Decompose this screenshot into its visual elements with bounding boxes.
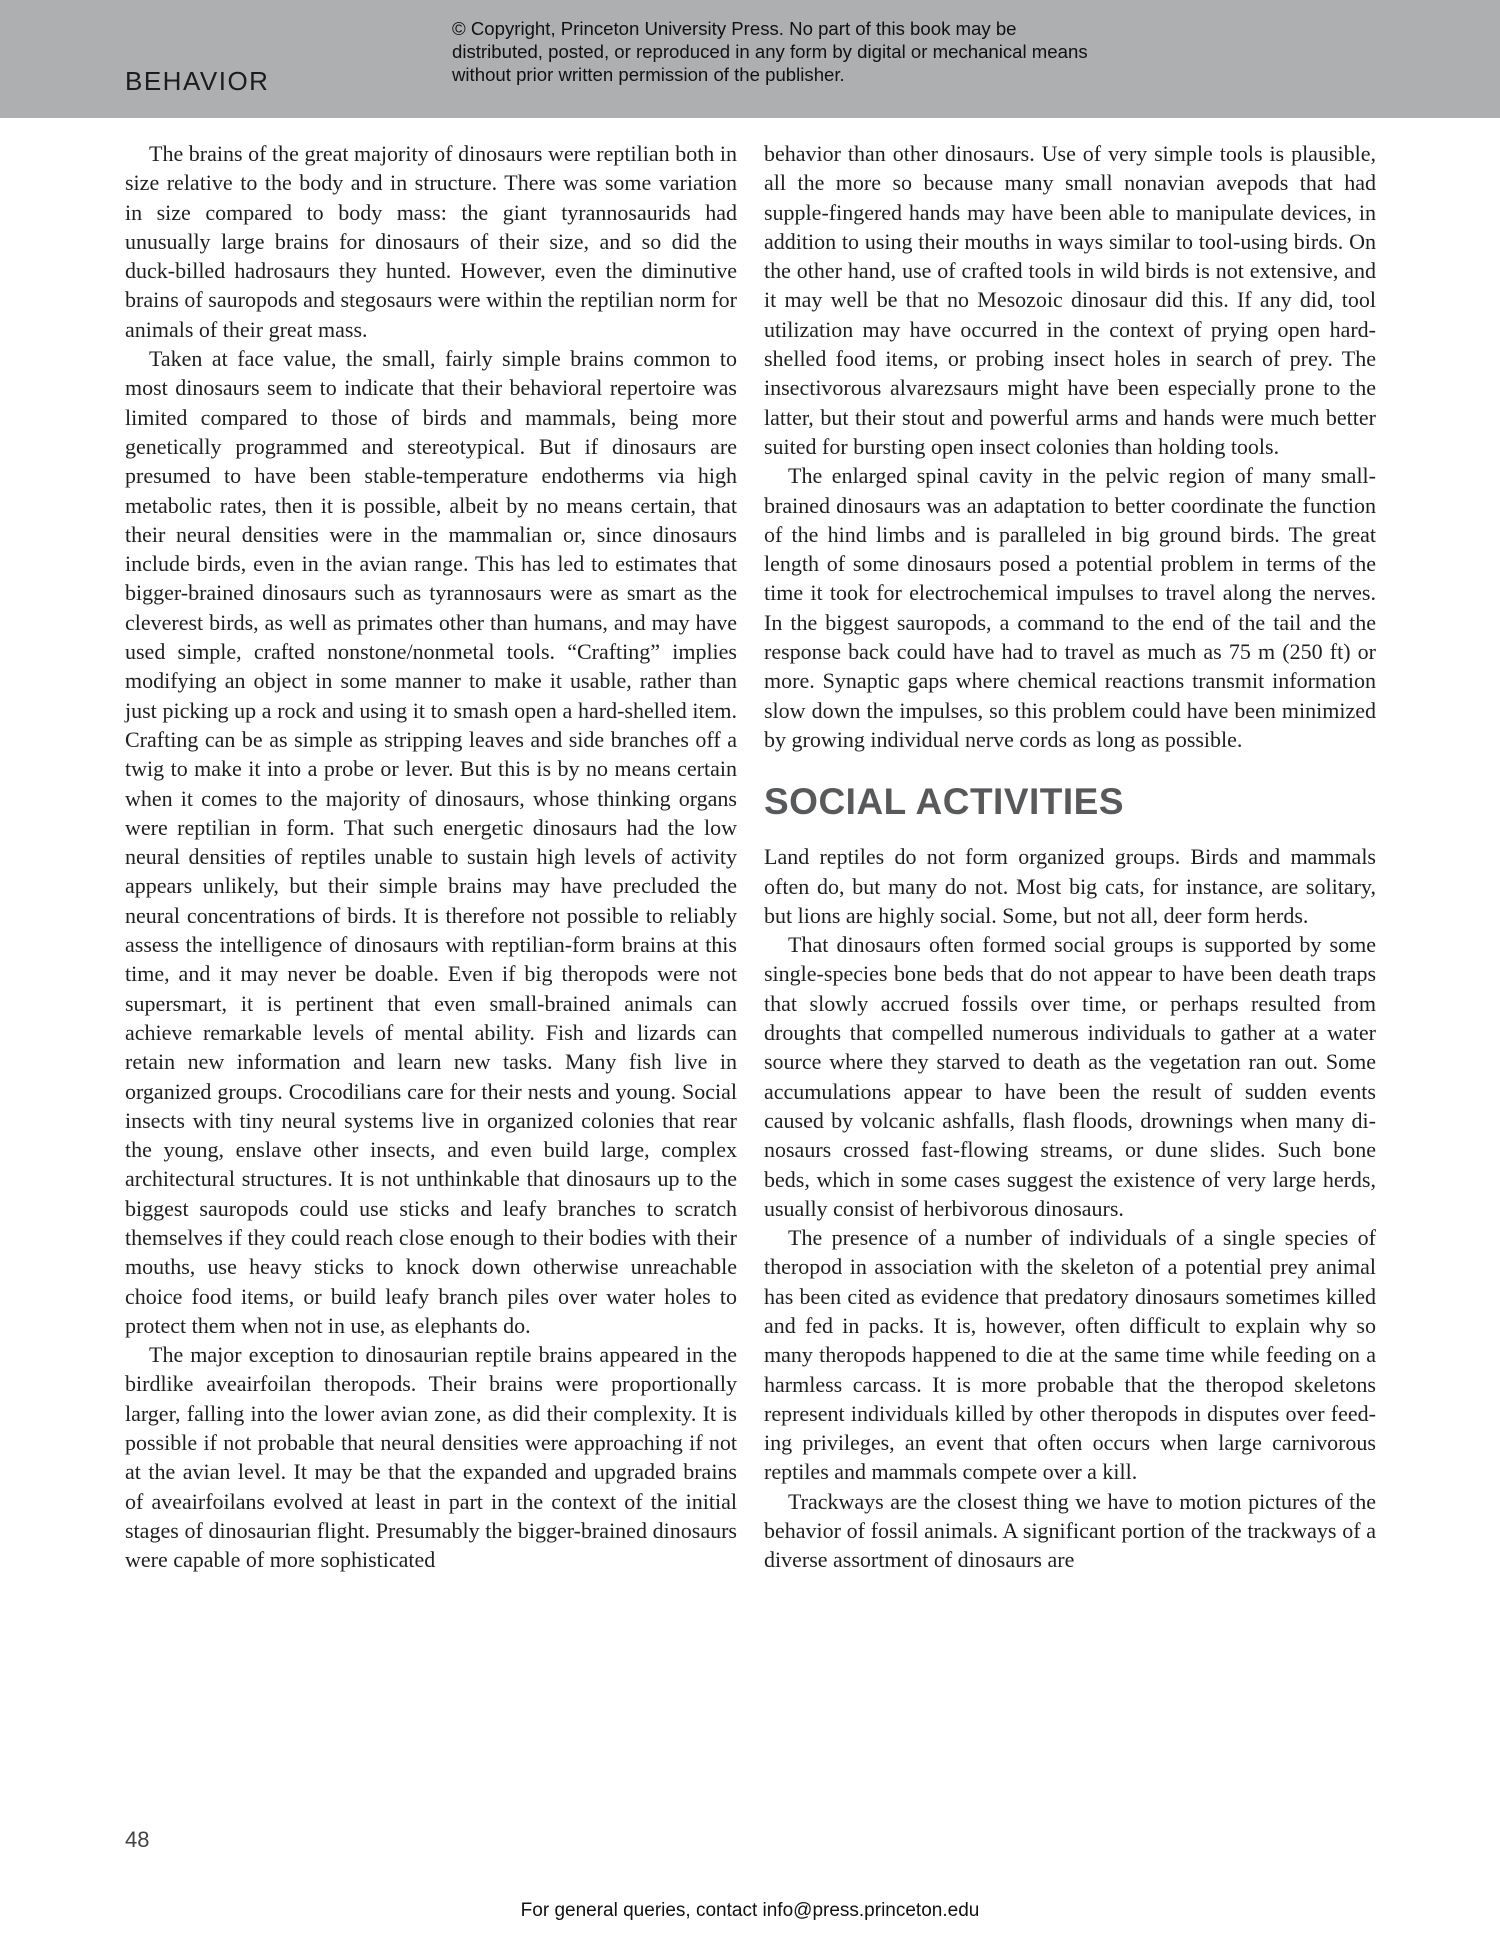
- header-bar: [0, 0, 1500, 118]
- paragraph: The brains of the great majority of dinosaurs were reptilian both in size relative to the body and in structure. There was some variation in size compared to body mass: the giant tyrannosaurids had unusually large brains for dinosaurs of their size, and so did the duck-billed hadrosaurs they hunted. However, even the diminutive brains of sauropods and stegosaurs were within the reptilian norm for animals of their great mass.: [125, 141, 737, 342]
- right-column: [764, 139, 1376, 1575]
- section-title: SOCIAL ACTIVITIES: [764, 781, 1125, 823]
- paragraph: The major exception to dinosaurian reptile brains appeared in the birdlike aveairfoilan theropods. Their brains were proportionally larger, falling into the lower avian zone, as did their complexity. It is possible if not probable that neural densities were approaching if not at the avian level. It may be that the expanded and upgraded brains of aveairfoilans evolved at least in part in the context of the initial stages of dinosaurian flight. Presumably the bigger-brained dinosaurs were capable of more sophisticated: [125, 1342, 737, 1573]
- paragraph: The enlarged spinal cavity in the pelvic region of many small-brained dinosaurs was an adaptation to better coordinate the function of the hind limbs and is paralleled in big ground birds. The great length of some dinosaurs posed a potential problem in terms of the time it took for electrochemical impulses to travel along the nerves. In the biggest sauropods, a command to the end of the tail and the response back could have had to travel as much as 75 m (250 ft) or more. Synaptic gaps where chemical reactions transmit information slow down the impulses, so this problem could have been minimized by growing individual nerve cords as long as possible.: [764, 463, 1376, 752]
- contact-footer: For general queries, contact info@press.princeton.edu: [520, 1900, 980, 1921]
- page-number: 48: [125, 1827, 150, 1852]
- paragraph: That dinosaurs often formed social groups is supported by some single-species bone beds that do not appear to have been death traps that slowly accrued fossils over time, or perhaps resulted from droughts that compelled numerous individuals to gather at a water source where they starved to death as the vegetation ran out. Some accumulations appear to have been the result of sudden events caused by volcanic ashfalls, flash floods, drownings when many dinosaurs crossed fast-flowing streams, or dune slides. Such bone beds, which in some cases suggest the existence of very large herds, usually consist of herbivorous dinosaurs.: [764, 932, 1376, 1221]
- running-head: BEHAVIOR: [125, 66, 270, 96]
- paragraph: Taken at face value, the small, fairly simple brains common to most dinosaurs seem to indicate that their behavioral repertoire was limited compared to those of birds and mammals, being more genetically programmed and stereotypical. But if dinosaurs are presumed to have been stable-temperature endotherms via high metabolic rates, then it is possible, albeit by no means certain, that their neural densities were in the mammalian or, since dinosaurs include birds, even in the avian range. This has led to estimates that bigger-brained dinosaurs such as tyrannosaurs were as smart as the cleverest birds, as well as primates other than humans, and may have used simple, crafted nonstone/nonmetal tools. “Crafting” implies modifying an object in some manner to make it usable, rather than just picking up a rock and using it to smash open a hard-shelled item. Crafting can be as simple as stripping leaves and side branches off a twig to make it into a probe or lever. But this is by no means certain when it comes to the majority of dinosaurs, whose thinking organs were reptilian in form. That such energetic dinosaurs had the low neural densities of reptiles unable to sustain high levels of activity appears unlikely, but their simple brains may have precluded the neural concentrations of birds. It is therefore not possible to reliably assess the intelligence of dinosaurs with reptilian-form brains at this time, and it may never be doable. Even if big theropods were not supersmart, it is pertinent that even small-brained animals can achieve remarkable levels of mental ability. Fish and lizards can retain new information and learn new tasks. Many fish live in organized groups. Crocodilians care for their nests and young. Social insects with tiny neural systems live in organized colonies that rear the young, enslave other insects, and even build large, complex architectural structures. It is not unthinkable that dinosaurs up to the biggest sauropods could use sticks and leafy branches to scratch themselves if they could reach close enough to their bodies with their mouths, use heavy sticks to knock down otherwise unreachable choice food items, or build leafy branch piles over water holes to protect them when not in use, as elephants do.: [125, 346, 737, 1338]
- paragraph: The presence of a number of individuals of a single species of theropod in association with the skeleton of a potential prey animal has been cited as evidence that predatory dinosaurs sometimes killed and fed in packs. It is, however, often difficult to explain why so many theropods happened to die at the same time while feeding on a harmless carcass. It is more probable that the theropod skeletons represent individuals killed by other theropods in disputes over feeding privileges, an event that often occurs when large carnivorous reptiles and mammals compete over a kill.: [764, 1225, 1376, 1485]
- paragraph: Trackways are the closest thing we have to motion pictures of the behavior of fossil animals. A significant portion of the trackways of a diverse assortment of dinosaurs are: [764, 1488, 1376, 1573]
- paragraph-continuation: behavior than other dinosaurs. Use of very simple tools is plausible, all the more so because many small nonavian avepods that had supple-fingered hands may have been able to manipulate devices, in addition to using their mouths in ways similar to tool-using birds. On the other hand, use of crafted tools in wild birds is not extensive, and it may well be that no Mesozoic dinosaur did this. If any did, tool utilization may have occurred in the context of prying open hard-shelled food items, or probing insect holes in search of prey. The insectivorous alvarezsaurs might have been especially prone to the latter, but their stout and powerful arms and hands were much better suited for bursting open insect colonies than holding tools.: [764, 141, 1376, 459]
- paragraph: Land reptiles do not form organized groups. Birds and mammals often do, but many do not. Most big cats, for instance, are solitary, but lions are highly social. Some, but not all, deer form herds.: [764, 844, 1376, 928]
- left-column: [125, 139, 737, 1575]
- copyright-notice: © Copyright, Princeton University Press. No part of this book may be distributed, posted, or reproduced in any form by digital or mechanical means without prior written permission of the publisher.: [452, 18, 1088, 85]
